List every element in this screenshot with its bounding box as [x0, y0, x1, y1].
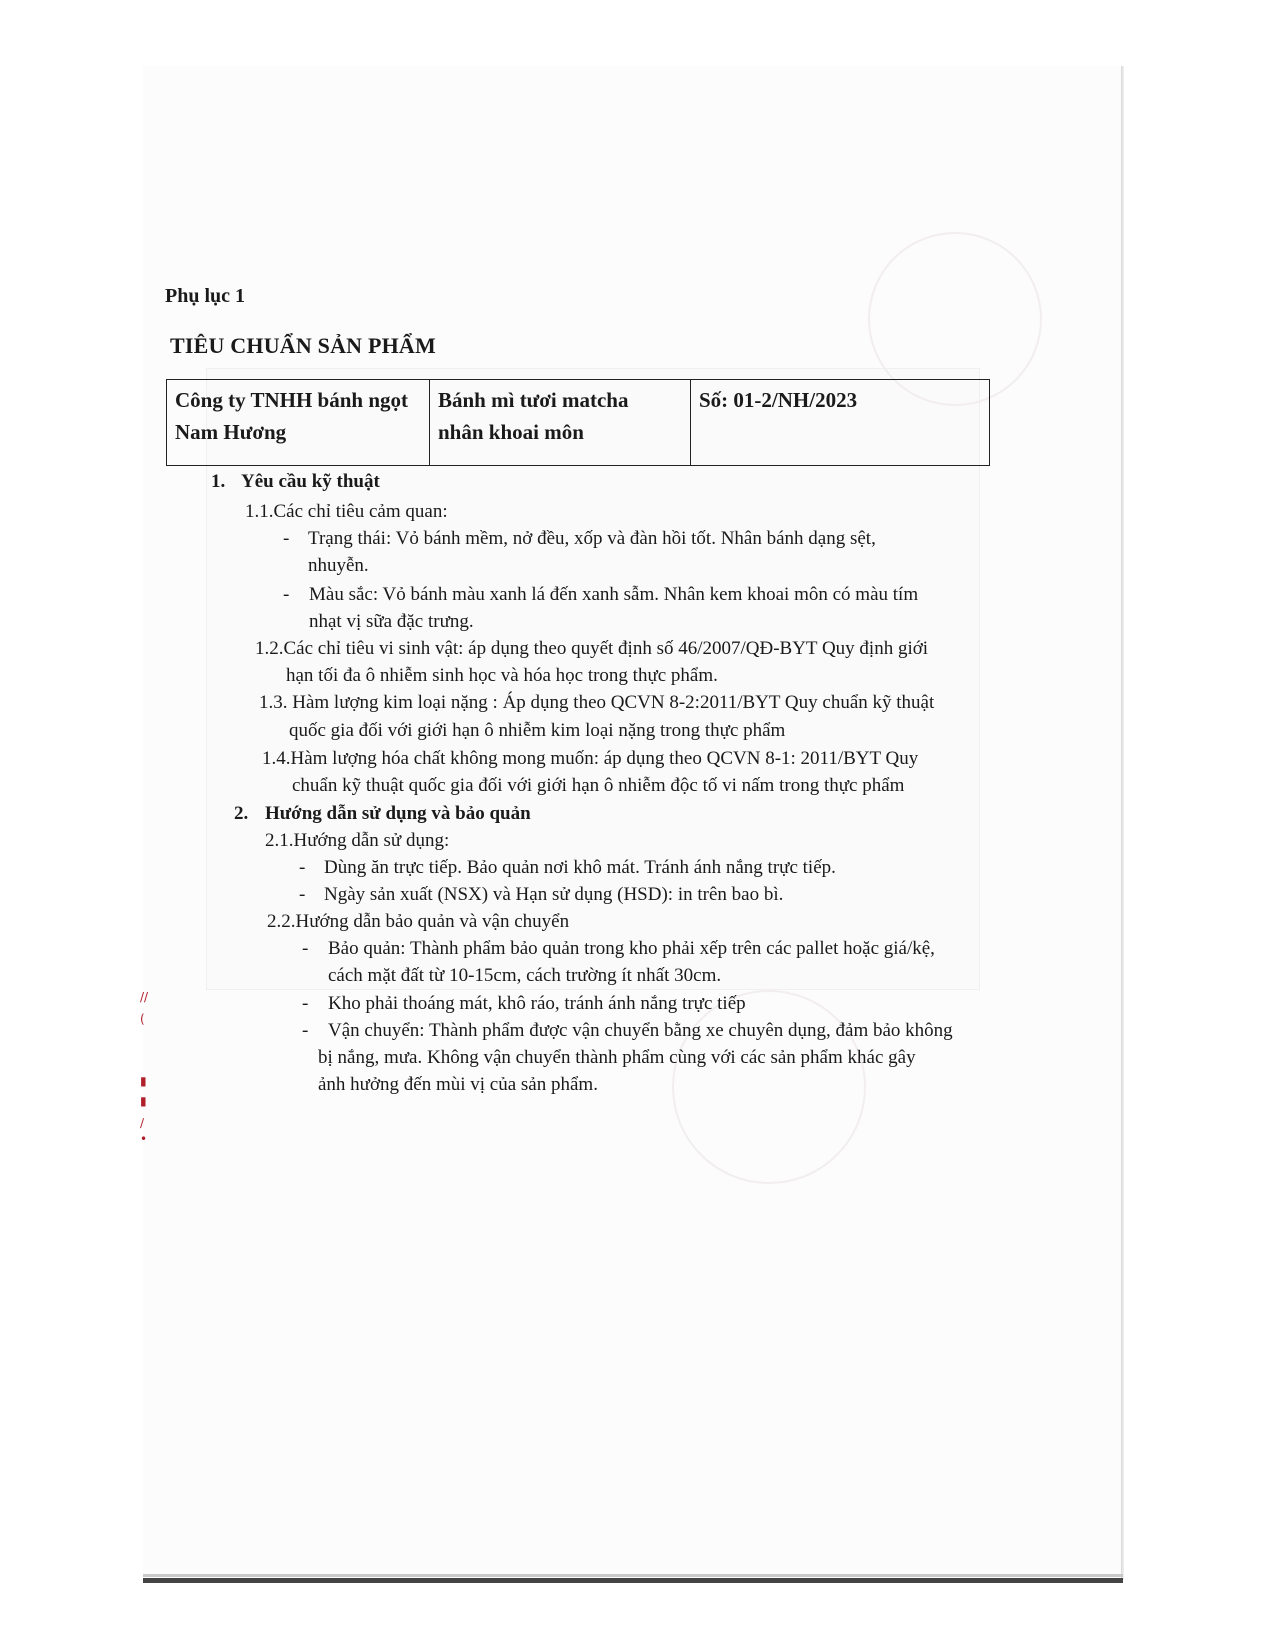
- sheet-edge: [143, 1574, 1123, 1577]
- list-item-line: bị nắng, mưa. Không vận chuyển thành phẩm cùng với các sản phẩm khác gây: [318, 1047, 916, 1068]
- list-item-line: Vận chuyển: Thành phẩm được vận chuyển bằng xe chuyên dụng, đảm bảo không: [328, 1020, 953, 1041]
- margin-stamp-fragment: ▮: [140, 1094, 147, 1108]
- margin-stamp-fragment: ∕: [140, 1116, 145, 1130]
- subsection-text: hạn tối đa ô nhiễm sinh học và hóa học trong thực phẩm.: [286, 665, 718, 686]
- company-name-line: Nam Hương: [175, 420, 287, 444]
- subsection-title: 1.1.Các chỉ tiêu cảm quan:: [245, 501, 448, 522]
- sheet-edge: [1121, 66, 1124, 1580]
- margin-stamp-fragment: //: [140, 990, 149, 1004]
- list-item-line: Màu sắc: Vỏ bánh màu xanh lá đến xanh sẫm. Nhân kem khoai môn có màu tím: [309, 584, 919, 605]
- document-number-cell: [691, 380, 990, 466]
- subsection-text: 1.2.Các chỉ tiêu vi sinh vật: áp dụng theo quyết định số 46/2007/QĐ-BYT Quy định giới: [255, 638, 929, 659]
- list-item-line: Bảo quản: Thành phẩm bảo quản trong kho phải xếp trên các pallet hoặc giá/kệ,: [328, 938, 935, 959]
- section-number: 2.: [234, 803, 249, 824]
- subsection-title: 2.2.Hướng dẫn bảo quản và vận chuyển: [267, 911, 570, 932]
- margin-stamp-fragment: (: [140, 1012, 145, 1026]
- company-cell: [167, 380, 430, 466]
- subsection-text: chuẩn kỹ thuật quốc gia đối với giới hạn ô nhiễm độc tố vi nấm trong thực phẩm: [292, 775, 905, 796]
- bullet-dash: -: [299, 857, 306, 878]
- margin-stamp-fragment: ▮: [140, 1074, 147, 1088]
- product-name-line: nhân khoai môn: [438, 420, 584, 444]
- section-heading: Hướng dẫn sử dụng và bảo quản: [265, 803, 531, 824]
- bullet-dash: -: [302, 993, 309, 1014]
- list-item-line: nhạt vị sữa đặc trưng.: [309, 611, 474, 632]
- section-heading: Yêu cầu kỹ thuật: [241, 471, 380, 492]
- list-item-line: Ngày sản xuất (NSX) và Hạn sử dụng (HSD): in trên bao bì.: [324, 884, 784, 905]
- bullet-dash: -: [283, 584, 290, 605]
- list-item-line: cách mặt đất từ 10-15cm, cách trường ít nhất 30cm.: [328, 965, 722, 986]
- company-name-line: Công ty TNHH bánh ngọt: [175, 388, 409, 412]
- subsection-title: 2.1.Hướng dẫn sử dụng:: [265, 830, 450, 851]
- list-item-line: ảnh hưởng đến mùi vị của sản phẩm.: [318, 1074, 598, 1095]
- product-name-line: Bánh mì tươi matcha: [438, 388, 629, 412]
- bullet-dash: -: [302, 938, 309, 959]
- sheet-edge: [143, 1578, 1123, 1583]
- section-number: 1.: [211, 471, 226, 492]
- subsection-text: quốc gia đối với giới hạn ô nhiễm kim loại nặng trong thực phẩm: [289, 720, 786, 741]
- appendix-label: Phụ lục 1: [165, 285, 246, 307]
- list-item-line: Kho phải thoáng mát, khô ráo, tránh ánh nắng trực tiếp: [328, 993, 746, 1014]
- document-number: Số: 01-2/NH/2023: [699, 388, 858, 412]
- list-item-line: Dùng ăn trực tiếp. Bảo quản nơi khô mát. Tránh ánh nắng trực tiếp.: [324, 857, 836, 878]
- bullet-dash: -: [283, 528, 290, 549]
- subsection-text: 1.4.Hàm lượng hóa chất không mong muốn: áp dụng theo QCVN 8-1: 2011/BYT Quy: [262, 748, 919, 769]
- bullet-dash: -: [299, 884, 306, 905]
- list-item-line: Trạng thái: Vỏ bánh mềm, nở đều, xốp và đàn hồi tốt. Nhân bánh dạng sệt,: [308, 528, 876, 549]
- margin-stamp-fragment: •: [140, 1132, 148, 1146]
- header-table: [166, 379, 990, 466]
- product-cell: [430, 380, 691, 466]
- subsection-text: 1.3. Hàm lượng kim loại nặng : Áp dụng theo QCVN 8-2:2011/BYT Quy chuẩn kỹ thuật: [259, 692, 935, 713]
- bullet-dash: -: [302, 1020, 309, 1041]
- document-title: TIÊU CHUẨN SẢN PHẨM: [170, 333, 436, 358]
- list-item-line: nhuyễn.: [308, 555, 369, 576]
